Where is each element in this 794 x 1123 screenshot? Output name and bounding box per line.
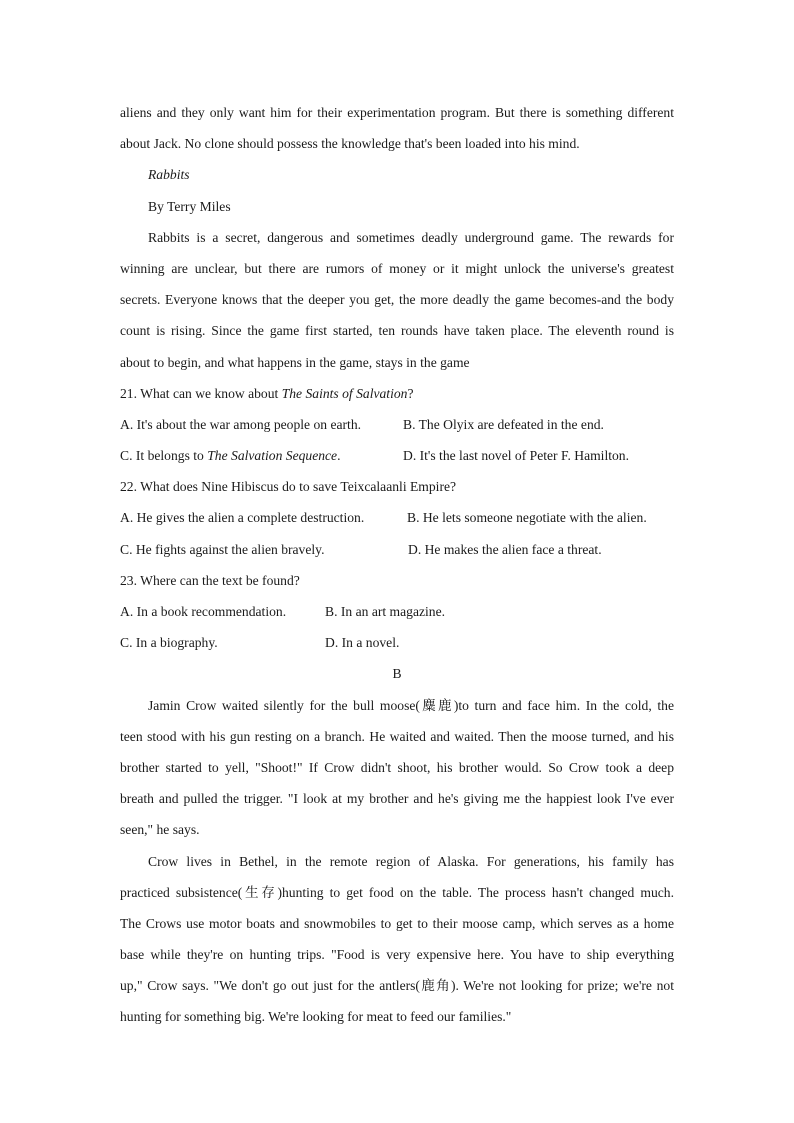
book-title-text: Rabbits <box>148 167 190 183</box>
question-23-options-ab <box>120 596 674 627</box>
q21-option-c <box>120 440 403 471</box>
passage-line: The Crows use motor boats and snowmobiles to get to their moose camp, which serves as a home <box>120 915 674 931</box>
q23-option-c: C. In a biography. <box>120 635 218 651</box>
q22-option-c: C. He fights against the alien bravely. <box>120 541 325 557</box>
question-21-stem <box>120 378 674 409</box>
passage-line: base while they're on hunting trips. "Food is very expensive here. You have to ship everything <box>120 947 674 963</box>
section-label: B <box>392 666 402 682</box>
q22-option-d: D. He makes the alien face a threat. <box>408 541 602 557</box>
q23-option-b: B. In an art magazine. <box>325 604 446 619</box>
passage-line: brother started to yell, "Shoot!" If Crow didn't shoot, his brother would. So Crow took a deep <box>120 759 674 775</box>
passage-line: seen," he says. <box>120 822 200 838</box>
passage-line: hunting for something big. We're looking for meat to feed our families." <box>120 1009 512 1025</box>
passage-line: aliens and they only want him for their experimentation program. But there is something different <box>120 105 674 120</box>
q23-option-d: D. In a novel. <box>325 635 400 651</box>
q21-c-suffix: . <box>337 448 341 464</box>
question-22-options-ab <box>120 502 674 533</box>
question-21-options-cd <box>120 440 674 471</box>
passage-line: about to begin, and what happens in the game, stays in the game <box>120 354 470 370</box>
q22-option-a: A. He gives the alien a complete destruction. <box>120 510 365 526</box>
passage-line: about Jack. No clone should possess the knowledge that's been loaded into his mind. <box>120 136 580 152</box>
q21-option-d: D. It's the last novel of Peter F. Hamilton. <box>403 448 630 464</box>
passage-line: up," Crow says. "We don't go out just for the antlers(鹿角). We're not looking for prize; we're not <box>120 978 674 994</box>
passage-line: secrets. Everyone knows that the deeper you get, the more deadly the game becomes-and the body <box>120 292 674 308</box>
q22-option-b: B. He lets someone negotiate with the alien. <box>407 510 647 526</box>
document-body <box>120 97 674 1033</box>
passage-line: winning are unclear, but there are rumors of money or it might unlock the universe's greatest <box>120 260 674 276</box>
book-author: By Terry Miles <box>148 198 231 214</box>
q21-c-prefix: C. It belongs to <box>120 448 208 464</box>
q23-option-a: A. In a book recommendation. <box>120 604 287 619</box>
q21-c-title: The Salvation Sequence <box>207 448 338 464</box>
q21-option-a: A. It's about the war among people on earth. <box>120 416 362 432</box>
passage-line: teen stood with his gun resting on a branch. He waited and waited. Then the moose turned, and his <box>120 728 674 744</box>
question-23-options-cd <box>120 627 674 658</box>
book-title <box>120 159 674 190</box>
question-21-options-ab <box>120 409 674 440</box>
q21-prefix: 21. What can we know about <box>120 385 282 401</box>
passage-line: breath and pulled the trigger. "I look at my brother and he's giving me the happiest look I've ever <box>120 791 674 807</box>
q21-option-b: B. The Olyix are defeated in the end. <box>403 416 604 432</box>
question-23-stem: 23. Where can the text be found? <box>120 572 300 588</box>
passage-line: Crow lives in Bethel, in the remote region of Alaska. For generations, his family has <box>148 853 674 869</box>
q21-suffix: ? <box>407 385 414 401</box>
passage-line: Jamin Crow waited silently for the bull moose(麋鹿)to turn and face him. In the cold, the <box>148 697 674 713</box>
question-22-options-cd <box>120 534 674 565</box>
passage-line: Rabbits is a secret, dangerous and sometimes deadly underground game. The rewards for <box>148 229 674 245</box>
passage-line: count is rising. Since the game first started, ten rounds have taken place. The eleventh round is <box>120 323 674 339</box>
question-22-stem: 22. What does Nine Hibiscus do to save Teixcalaanli Empire? <box>120 479 457 495</box>
passage-line: practiced subsistence(生存)hunting to get food on the table. The process hasn't changed much. <box>120 884 674 900</box>
q21-title: The Saints of Salvation <box>281 385 408 401</box>
